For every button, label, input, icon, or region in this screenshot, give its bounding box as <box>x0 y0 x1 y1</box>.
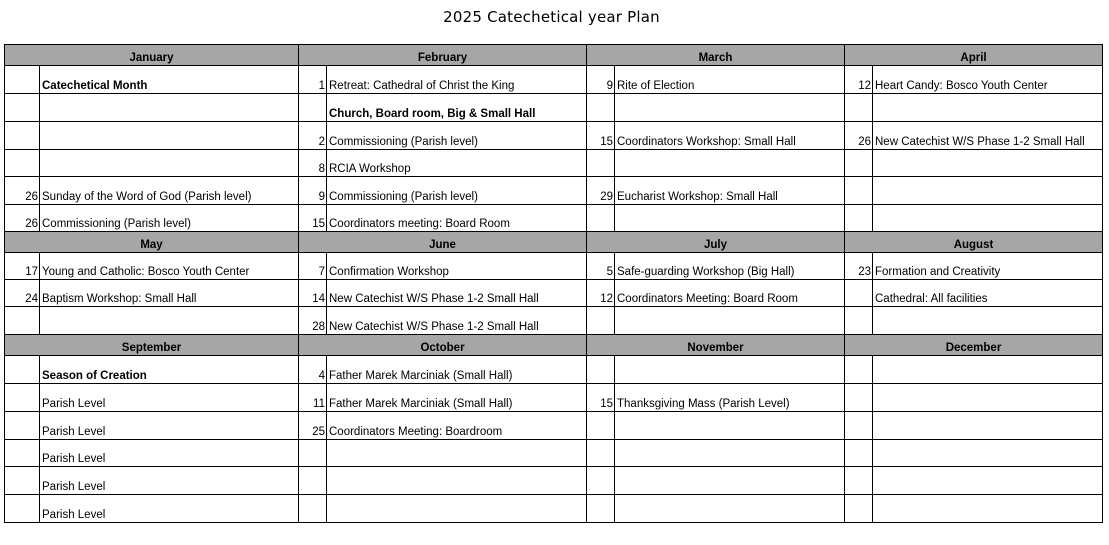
event-description <box>873 177 1103 205</box>
event-description <box>873 412 1103 440</box>
event-day <box>845 307 873 335</box>
event-description: Commissioning (Parish level) <box>327 122 587 150</box>
month-header-oct: October <box>299 335 587 356</box>
event-description: RCIA Workshop <box>327 150 587 177</box>
event-day <box>845 150 873 177</box>
event-description: New Catechist W/S Phase 1-2 Small Hall <box>327 280 587 307</box>
table-row <box>5 356 1103 384</box>
event-day: 14 <box>299 280 327 307</box>
event-description <box>615 440 845 467</box>
event-day <box>5 94 40 122</box>
event-day: 25 <box>299 412 327 440</box>
event-description <box>40 150 299 177</box>
event-description <box>40 307 299 335</box>
event-day <box>299 495 327 523</box>
month-header-aug: August <box>845 232 1103 253</box>
month-header-row <box>5 335 1103 356</box>
event-description: Baptism Workshop: Small Hall <box>40 280 299 307</box>
table-row <box>5 384 1103 412</box>
month-header-dec: December <box>845 335 1103 356</box>
event-description: Father Marek Marciniak (Small Hall) <box>327 356 587 384</box>
event-day <box>5 412 40 440</box>
event-day: 15 <box>587 384 615 412</box>
event-day: 15 <box>299 205 327 232</box>
event-description <box>873 467 1103 495</box>
event-day: 11 <box>299 384 327 412</box>
event-day <box>5 122 40 150</box>
event-day: 8 <box>299 150 327 177</box>
event-day <box>845 356 873 384</box>
event-day: 26 <box>5 177 40 205</box>
event-day <box>587 307 615 335</box>
event-day <box>5 440 40 467</box>
event-description <box>873 205 1103 232</box>
event-description <box>873 150 1103 177</box>
event-description <box>615 412 845 440</box>
plan-body <box>5 45 1103 523</box>
event-description: Commissioning (Parish level) <box>327 177 587 205</box>
event-description <box>615 356 845 384</box>
month-header-jun: June <box>299 232 587 253</box>
event-day <box>845 467 873 495</box>
event-description: Sunday of the Word of God (Parish level) <box>40 177 299 205</box>
event-day: 26 <box>5 205 40 232</box>
event-day: 4 <box>299 356 327 384</box>
table-row <box>5 177 1103 205</box>
month-header-jul: July <box>587 232 845 253</box>
event-day: 12 <box>587 280 615 307</box>
event-day <box>5 150 40 177</box>
event-day <box>845 384 873 412</box>
month-header-sep: September <box>5 335 299 356</box>
event-description: Church, Board room, Big & Small Hall <box>327 94 587 122</box>
event-description <box>873 356 1103 384</box>
table-row <box>5 66 1103 94</box>
event-day <box>587 440 615 467</box>
event-day <box>845 94 873 122</box>
event-description <box>873 94 1103 122</box>
event-day: 29 <box>587 177 615 205</box>
event-description: Retreat: Cathedral of Christ the King <box>327 66 587 94</box>
event-description <box>615 94 845 122</box>
event-day <box>299 467 327 495</box>
event-day <box>299 440 327 467</box>
event-day <box>587 356 615 384</box>
event-day <box>587 94 615 122</box>
event-description: Thanksgiving Mass (Parish Level) <box>615 384 845 412</box>
event-description: Father Marek Marciniak (Small Hall) <box>327 384 587 412</box>
event-day: 15 <box>587 122 615 150</box>
event-description <box>327 495 587 523</box>
event-description <box>873 384 1103 412</box>
event-day: 26 <box>845 122 873 150</box>
event-day <box>299 94 327 122</box>
event-day <box>845 440 873 467</box>
event-description: Commissioning (Parish level) <box>40 205 299 232</box>
event-day <box>845 205 873 232</box>
event-description: Parish Level <box>40 495 299 523</box>
event-day <box>845 177 873 205</box>
table-row <box>5 122 1103 150</box>
event-description: Coordinators meeting: Board Room <box>327 205 587 232</box>
event-day: 7 <box>299 253 327 280</box>
table-row <box>5 150 1103 177</box>
event-day <box>5 307 40 335</box>
event-description: Formation and Creativity <box>873 253 1103 280</box>
event-description <box>873 440 1103 467</box>
table-row <box>5 253 1103 280</box>
event-day: 9 <box>299 177 327 205</box>
event-day <box>5 495 40 523</box>
event-description: Confirmation Workshop <box>327 253 587 280</box>
table-row <box>5 495 1103 523</box>
event-description: Parish Level <box>40 467 299 495</box>
event-day <box>587 467 615 495</box>
event-description <box>615 307 845 335</box>
event-description: Cathedral: All facilities <box>873 280 1103 307</box>
event-description: Coordinators Meeting: Boardroom <box>327 412 587 440</box>
event-day <box>845 280 873 307</box>
event-description: Coordinators Workshop: Small Hall <box>615 122 845 150</box>
event-day <box>587 495 615 523</box>
event-day <box>587 412 615 440</box>
event-day: 1 <box>299 66 327 94</box>
month-header-mar: March <box>587 45 845 66</box>
event-day <box>845 495 873 523</box>
event-description <box>615 467 845 495</box>
plan-table <box>4 44 1103 523</box>
event-description: Parish Level <box>40 412 299 440</box>
event-day <box>587 205 615 232</box>
month-header-feb: February <box>299 45 587 66</box>
month-header-jan: January <box>5 45 299 66</box>
event-description <box>40 122 299 150</box>
event-day <box>5 467 40 495</box>
event-description: New Catechist W/S Phase 1-2 Small Hall <box>873 122 1103 150</box>
event-description <box>327 440 587 467</box>
month-header-apr: April <box>845 45 1103 66</box>
event-description <box>40 94 299 122</box>
table-row <box>5 412 1103 440</box>
event-description: Parish Level <box>40 440 299 467</box>
event-description: Catechetical Month <box>40 66 299 94</box>
event-description: Coordinators Meeting: Board Room <box>615 280 845 307</box>
page-title: 2025 Catechetical year Plan <box>443 8 660 26</box>
event-day <box>587 150 615 177</box>
event-description <box>615 495 845 523</box>
event-description: Season of Creation <box>40 356 299 384</box>
event-day: 17 <box>5 253 40 280</box>
event-description <box>873 307 1103 335</box>
table-row <box>5 280 1103 307</box>
month-header-row <box>5 232 1103 253</box>
event-day <box>5 356 40 384</box>
event-day: 24 <box>5 280 40 307</box>
event-day: 9 <box>587 66 615 94</box>
event-description: Young and Catholic: Bosco Youth Center <box>40 253 299 280</box>
event-description: Rite of Election <box>615 66 845 94</box>
event-description: Safe-guarding Workshop (Big Hall) <box>615 253 845 280</box>
table-row <box>5 205 1103 232</box>
event-day: 28 <box>299 307 327 335</box>
month-header-may: May <box>5 232 299 253</box>
month-header-nov: November <box>587 335 845 356</box>
event-description: Heart Candy: Bosco Youth Center <box>873 66 1103 94</box>
event-day: 5 <box>587 253 615 280</box>
event-description: Parish Level <box>40 384 299 412</box>
event-description <box>615 205 845 232</box>
table-row <box>5 94 1103 122</box>
event-description <box>615 150 845 177</box>
event-day: 2 <box>299 122 327 150</box>
event-description <box>873 495 1103 523</box>
event-day <box>845 412 873 440</box>
table-row <box>5 440 1103 467</box>
event-day: 23 <box>845 253 873 280</box>
event-description <box>327 467 587 495</box>
event-description: Eucharist Workshop: Small Hall <box>615 177 845 205</box>
event-day <box>5 66 40 94</box>
event-day <box>5 384 40 412</box>
table-row <box>5 307 1103 335</box>
month-header-row <box>5 45 1103 66</box>
event-day: 12 <box>845 66 873 94</box>
event-description: New Catechist W/S Phase 1-2 Small Hall <box>327 307 587 335</box>
table-row <box>5 467 1103 495</box>
